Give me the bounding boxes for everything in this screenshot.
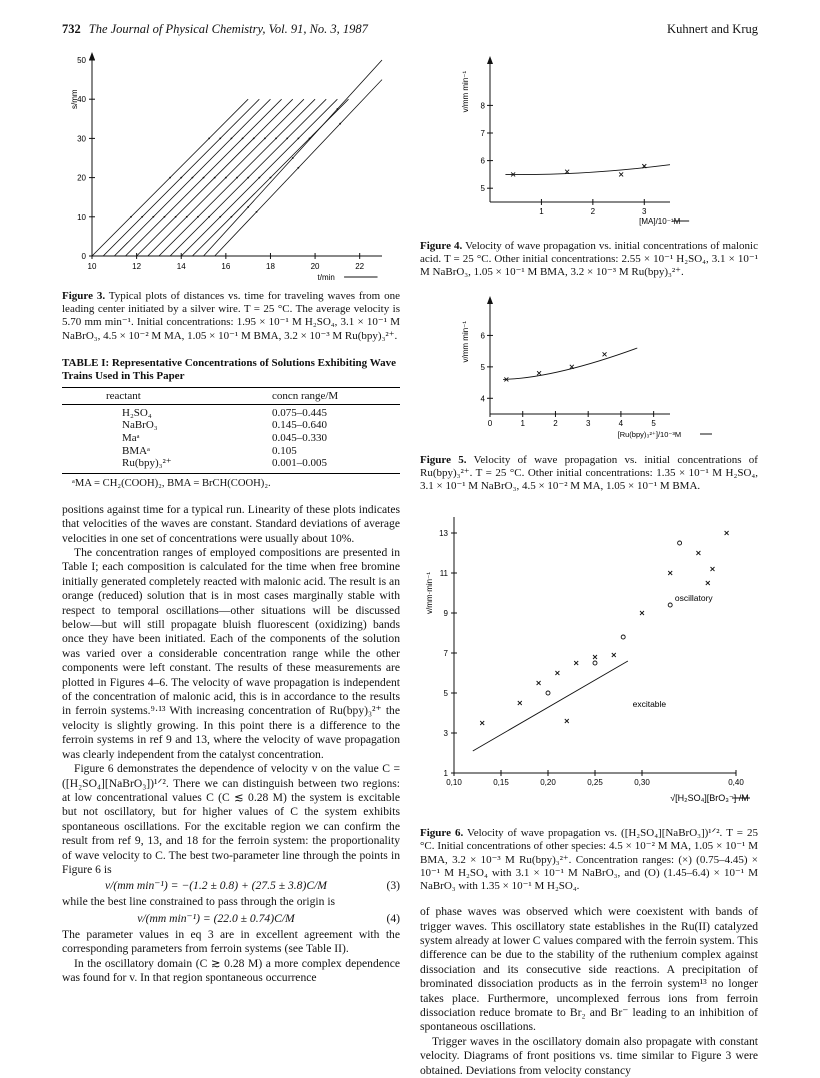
data-point [603, 352, 607, 356]
data-point [130, 216, 132, 218]
y-tick-label: 13 [439, 529, 448, 539]
data-point [247, 206, 249, 208]
fit-line [503, 348, 637, 379]
table-row: Ru(bpy)₃²⁺ 0.001–0.005 [122, 457, 327, 470]
page-header [62, 22, 758, 44]
equation-4: v/(mm min⁻¹) = (22.0 ± 0.74)C/M (4) [137, 911, 400, 925]
data-point [225, 177, 227, 179]
data-point [339, 123, 341, 125]
table-row: Maᵃ 0.045–0.330 [122, 432, 327, 444]
page-number: 732 [62, 22, 81, 36]
x-tick-label: 0 [487, 418, 493, 428]
data-point [270, 177, 272, 179]
figure-4-caption: Figure 4. Velocity of wave propagation vs. initial concentrations of malonic acid. T = 25 °C. Other initial concentrations: 2.55 × 10⁻¹ H₂SO₄, 3.1 × 10⁻¹ M NaBrO₃, 1.05 × 10⁻¹ M BMA, 3.2 × 10⁻³ M Ru(bpy)₃²⁺. [420, 240, 758, 279]
y-tick-label: 50 [77, 56, 86, 65]
region-label-oscillatory: oscillatory [674, 593, 713, 604]
data-point [264, 138, 266, 140]
x-tick-label: 5 [651, 418, 656, 428]
x-tick-label: 12 [132, 262, 142, 271]
header-left [62, 22, 368, 37]
y-axis-label: s/mm [70, 89, 79, 109]
y-tick-label: 7 [443, 649, 448, 659]
data-point [565, 170, 569, 174]
y-axis-label: v/mm min⁻¹ [461, 70, 470, 113]
data-point [191, 177, 193, 179]
y-tick-label: 5 [443, 689, 448, 699]
y-axis-label: v/mm·min⁻¹ [425, 572, 434, 615]
data-point [236, 177, 238, 179]
x-tick-label: 0,30 [634, 778, 650, 788]
data-point [231, 216, 233, 218]
x-tick-label: 1 [520, 418, 525, 428]
y-tick-label: 6 [480, 156, 485, 166]
data-point [275, 138, 277, 140]
left-paragraph-1: positions against time for a typical run. Linearity of these plots indicates that velocities of the waves are constant. Standard deviations of average velocities in one set of concentrations were usually about 10%. [62, 502, 400, 545]
y-tick-label: 9 [443, 609, 448, 619]
y-tick-label: 1 [443, 769, 448, 779]
data-point [208, 138, 210, 140]
data-point [253, 138, 255, 140]
data-point [219, 138, 221, 140]
left-paragraph-6: In the oscillatory domain (C ≳ 0.28 M) a more complex dependence was found for v. In that region spontaneous occurrence [62, 956, 400, 984]
right-paragraph-2: Trigger waves in the oscillatory domain also propagate with constant velocity. Diagrams of front positions vs. time similar to Figure 3 were obtained. Deviations from velocity constancy [420, 1034, 758, 1077]
fit-line [473, 661, 628, 751]
table-header-reactant: reactant [62, 387, 242, 404]
data-point [242, 138, 244, 140]
data-point [180, 177, 182, 179]
y-tick-label: 6 [480, 331, 485, 341]
x-tick-label: 0,10 [446, 778, 462, 788]
table-row: NaBrO₃ 0.145–0.640 [122, 419, 327, 432]
y-tick-label: 3 [443, 729, 448, 739]
data-point-cross [640, 611, 644, 615]
header-authors: Kuhnert and Krug [667, 22, 758, 36]
figure-6-caption: Figure 6. Velocity of wave propagation vs. ([H₂SO₄][NaBrO₃])¹ᐟ². T = 25 °C. Initial concentrations of other species: 4.5 × 10⁻² M MA, 1.05 × 10⁻¹ M BMA, 3.2 × 10⁻³ M Ru(bpy)₃²⁺. Concentration ranges: (×) (0.75–4.45) × 10⁻¹ M H₂SO₄ with 3.1 × 10⁻¹ M NaBrO₃, and (O) (1.45–6.4) × 10⁻¹ M NaBrO₃ with 1.35 × 10⁻¹ M H₂SO₄. [420, 827, 758, 893]
fit-line [505, 165, 670, 175]
x-tick-label: 0,20 [540, 778, 556, 788]
table-1-footnote: ᵃMA = CH₂(COOH)₂, BMA = BrCH(COOH)₂. [72, 477, 271, 489]
x-tick-label: 14 [176, 262, 186, 271]
data-point-circle [668, 603, 672, 607]
table-row: H₂SO₄ 0.075–0.445 [122, 406, 327, 419]
left-column [62, 50, 400, 985]
right-paragraph-1: of phase waves was observed which were coexistent with bands of trigger waves. This oscillatory state establishes in the Ru(II) catalyzed system already at lower C values compared with the ferroin system. This difference can be due to the stability of the ruthenium complex against dissociation and its consecutive side reactions. A precipitation of brominated dissociation products as in the ferroin system¹³ no longer takes place. Furthermore, uncomplexed ferrous ions from ferroin dissociation reduce bromate to Br₂ and Br⁻ leading to an inhibition of spontaneous oscillations. [420, 905, 758, 1034]
figure-4-plot [420, 50, 758, 236]
data-point [152, 216, 154, 218]
data-point [336, 108, 338, 110]
data-point-circle [546, 691, 550, 695]
x-tick-label: 0,15 [493, 778, 509, 788]
data-point-cross [555, 671, 559, 675]
data-point-cross [725, 531, 729, 535]
data-point-cross [706, 581, 710, 585]
data-point [169, 177, 171, 179]
y-axis-arrow [89, 52, 95, 60]
x-tick-label: 0,25 [587, 778, 603, 788]
data-point-circle [678, 541, 682, 545]
data-point [197, 216, 199, 218]
y-tick-label: 11 [439, 569, 448, 579]
data-point-cross [711, 567, 715, 571]
figure-5-caption: Figure 5. Velocity of wave propagation vs. initial concentrations of Ru(bpy)₃²⁺. T = 25 °C. Other initial concentrations: 1.35 × 10⁻¹ M H₂SO₄, 3.1 × 10⁻¹ M NaBrO₃, 4.5 × 10⁻² M MA, 1.05 × 10⁻¹ M BMA. [420, 453, 758, 493]
data-point-cross [518, 701, 522, 705]
table-row: BMAᵃ 0.105 [122, 444, 297, 457]
x-tick-label: 10 [87, 262, 97, 271]
y-axis-arrow [487, 296, 493, 304]
data-point [186, 216, 188, 218]
y-axis-label: v/mm min⁻¹ [461, 320, 470, 363]
data-point [297, 138, 299, 140]
left-paragraph-4: while the best line constrained to pass through the origin is [62, 895, 336, 909]
x-tick-label: 16 [221, 262, 231, 271]
left-paragraph-2: The concentration ranges of employed compositions are presented in Table I; each composition is calculated for the time when free bromine initially generated completely reacted with malonic acid. The result is an orange (reduced) solution that is in most cases marginally stable with respect to temporal oscillations—other situations will be discussed below—but will still propagate bluish fluorescent (oxidizing) bands once they have been initiated. Each of the components of the solution was varied over a considerable concentration range while the other components were left constant. The results of these measurements are plotted in Figures 4–6. The velocity of wave propagation is independent of the concentration of malonic acid, this is in accordance to the results in ferroin systems.⁹·¹³ With increasing concentration of Ru(bpy)₃²⁺ the velocity is slightly growing. In this point there is a difference to the ferroin systems in ref 9 and 13, where the velocity of wave propagation was clearly independent from the catalyst concentration. [62, 546, 400, 761]
data-point [537, 371, 541, 375]
y-tick-label: 4 [480, 393, 485, 403]
region-label-excitable: excitable [632, 699, 667, 710]
x-axis-label: t/min [317, 273, 335, 282]
y-tick-label: 8 [480, 101, 485, 111]
y-tick-label: 20 [77, 173, 86, 183]
data-point-circle [621, 635, 625, 639]
data-point-cross [537, 681, 541, 685]
data-point [297, 167, 299, 169]
x-tick-label: 22 [355, 262, 365, 271]
data-point [619, 172, 623, 176]
data-point-cross [593, 655, 597, 659]
x-tick-label: 4 [618, 418, 624, 428]
table-1-title: TABLE I: Representative Concentrations of Solutions Exhibiting Wave Trains Used in This Paper [62, 356, 397, 382]
y-tick-label: 0 [81, 252, 86, 261]
table-1 [62, 387, 400, 474]
x-tick-label: 3 [585, 418, 591, 428]
table-header-range: concn range/M [242, 387, 400, 404]
figure-5-plot [420, 290, 758, 450]
data-point [231, 138, 233, 140]
data-point [164, 216, 166, 218]
data-point [256, 211, 258, 213]
figure-3-caption: Figure 3. Typical plots of distances vs. time for traveling waves from one leading center initiated by a silver wire. T = 25 °C. The average velocity is 5.70 mm min⁻¹. Initial concentrations: 1.95 × 10⁻¹ M H₂SO₄, 3.1 × 10⁻¹ M NaBrO₃, 4.5 × 10⁻² M MA, 1.05 × 10⁻¹ M BMA, 3.2 × 10⁻³ M Ru(bpy)₃²⁺. [62, 290, 400, 342]
data-point [175, 216, 177, 218]
equation-3: v/(mm min⁻¹) = −(1.2 ± 0.8) + (27.5 ± 3.8)C/M (3) [105, 879, 400, 893]
journal-name: The Journal of Physical Chemistry, Vol. 91, No. 3, 1987 [88, 22, 368, 36]
x-axis-label: [MA]/10⁻¹M [639, 217, 681, 226]
x-tick-label: 18 [266, 262, 275, 271]
y-tick-label: 30 [77, 134, 86, 144]
data-point [258, 177, 260, 179]
x-tick-label: 0,40 [728, 778, 744, 788]
data-point [208, 216, 210, 218]
y-tick-label: 7 [480, 129, 485, 138]
data-point-cross [668, 571, 672, 575]
data-point-cross [612, 653, 616, 657]
x-tick-label: 2 [590, 207, 596, 216]
left-paragraph-3: Figure 6 demonstrates the dependence of velocity v on the value C = ([H₂SO₄][NaBrO₃])¹ᐟ². There we can distinguish between two regions: at low concentrational values C (C ≲ 0.28 M) the system is excitable but not oscillatory, but for higher values of C the system exhibits spontaneous oscillations. For the excitable region we can confirm the result from ref 9, 13, and 18 for the ferroin system: the proportionality of wave velocity to C. The best two-parameter line through the points in Figure 6 is [62, 762, 400, 876]
x-tick-label: 20 [310, 262, 320, 271]
data-point-cross [574, 661, 578, 665]
data-point [286, 138, 288, 140]
data-point [141, 216, 143, 218]
y-tick-label: 10 [77, 212, 86, 222]
y-tick-label: 40 [77, 95, 86, 105]
figure-3-plot [62, 50, 400, 282]
x-axis-label: [Ru(bpy)₃²⁺]/10⁻³M [617, 429, 682, 439]
data-point [203, 177, 205, 179]
x-axis-label: √[H₂SO₄][BrO₃⁻] /M [670, 793, 749, 804]
data-point [247, 177, 249, 179]
y-tick-label: 5 [480, 362, 485, 372]
data-point [219, 216, 221, 218]
x-tick-label: 3 [642, 207, 647, 216]
data-point-circle [593, 661, 597, 665]
right-column [420, 50, 758, 1078]
data-point-cross [565, 719, 569, 723]
y-tick-label: 5 [480, 184, 485, 194]
left-paragraph-5: The parameter values in eq 3 are in excellent agreement with the corresponding parameters from ferroin systems (see Table II). [62, 927, 400, 956]
data-point-cross [480, 721, 484, 725]
x-tick-label: 2 [553, 418, 558, 428]
data-point [292, 157, 294, 159]
y-axis-arrow [487, 56, 493, 64]
data-point [214, 177, 216, 179]
figure-6-plot [420, 503, 758, 823]
x-tick-label: 1 [539, 207, 544, 216]
data-point-cross [696, 551, 700, 555]
